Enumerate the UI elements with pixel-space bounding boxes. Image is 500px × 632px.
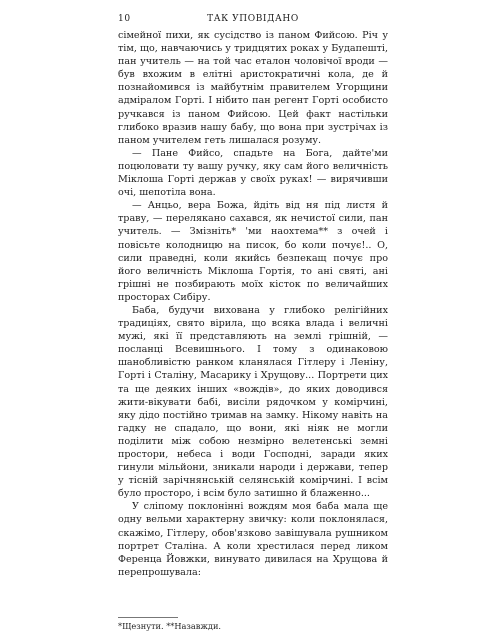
body-text (118, 29, 388, 579)
book-page (118, 12, 388, 632)
running-head (118, 12, 388, 26)
running-title: ТАК УПОВІДАНО (207, 14, 299, 24)
footnote: *Щезнути. **Назавжди. (118, 620, 222, 631)
paragraph-5: У сліпому поклонінні вождям моя баба мала ще одну вельми характерну звичку: коли поклонялася, скажімо, Гітлеру, обов'язково завішувала рушником портрет Сталіна. А коли хрестилася перед ликом Ференца Йовжки, винувато дивилася на Хрущова й перепрошувала: (118, 501, 388, 578)
page-number: 10 (118, 14, 131, 24)
paragraph-1: сімейної пихи, як сусідство із паном Фийсою. Річ у тім, що, навчаючись у тридцятих роках у Будапешті, пан учитель — на той час еталон чоловічої вроди — був вхожим в елітні аристократичні кола, де й познайомився із майбутнім правителем Угорщини адміралом Горті. І нібито пан регент Горті особисто ручкався із паном Фийсою. Цей факт настільки глибоко вразив нашу бабу, що вона при зустрічах із паном учителем геть лишалася розуму. (118, 30, 388, 146)
paragraph-3: — Анцьо, вера Божа, йдіть від ня під листя й траву, — перелякано сахався, як нечистої сили, пан учитель. — Змізніть* 'ми наохтема** з очей і повісьте колодницю на писок, бо коли почує!.. О, сили праведні, коли якийсь безпекащ почує про його величність Міклоша Гортія, то ані святі, ані грішні не позбирають моїх кісток по величайших просторах Сибіру. (118, 200, 388, 303)
paragraph-2: — Пане Фийсо, спадьте на Бога, дайте'ми поцюловати ту вашу ручку, яку сам його величність Міклоша Горті держав у своїх руках! — вирячивши очі, шепотіла вона. (118, 147, 388, 199)
paragraph-4: Баба, будучи вихована у глибоко релігійних традиціях, свято вірила, що всяка влада і величні мужі, які її представляють на землі грішній, — посланці Всевишнього. І тому з одинаковою шанобливістю ранком кланялася Гітлеру і Леніну, Горті і Сталіну, Масарику і Хрущову... Портрети цих та ще деяких інших «вождів», до яких доводився жити-вікувати бабі, висіли рядочком у комірчині, яку дідо постійно тримав на замку. Нікому навіть на гадку не спадало, що вони, які ніяк не могли поділити між собою незмірно велетенські земні простори, небеса і води Господні, заради яких гинули мільйони, зникали народи і держави, тепер у тісній зарічнянській селянській комірчині. І всім було просторо, і всім було затишно й блаженно... (118, 304, 388, 500)
footnote-divider (118, 617, 178, 618)
